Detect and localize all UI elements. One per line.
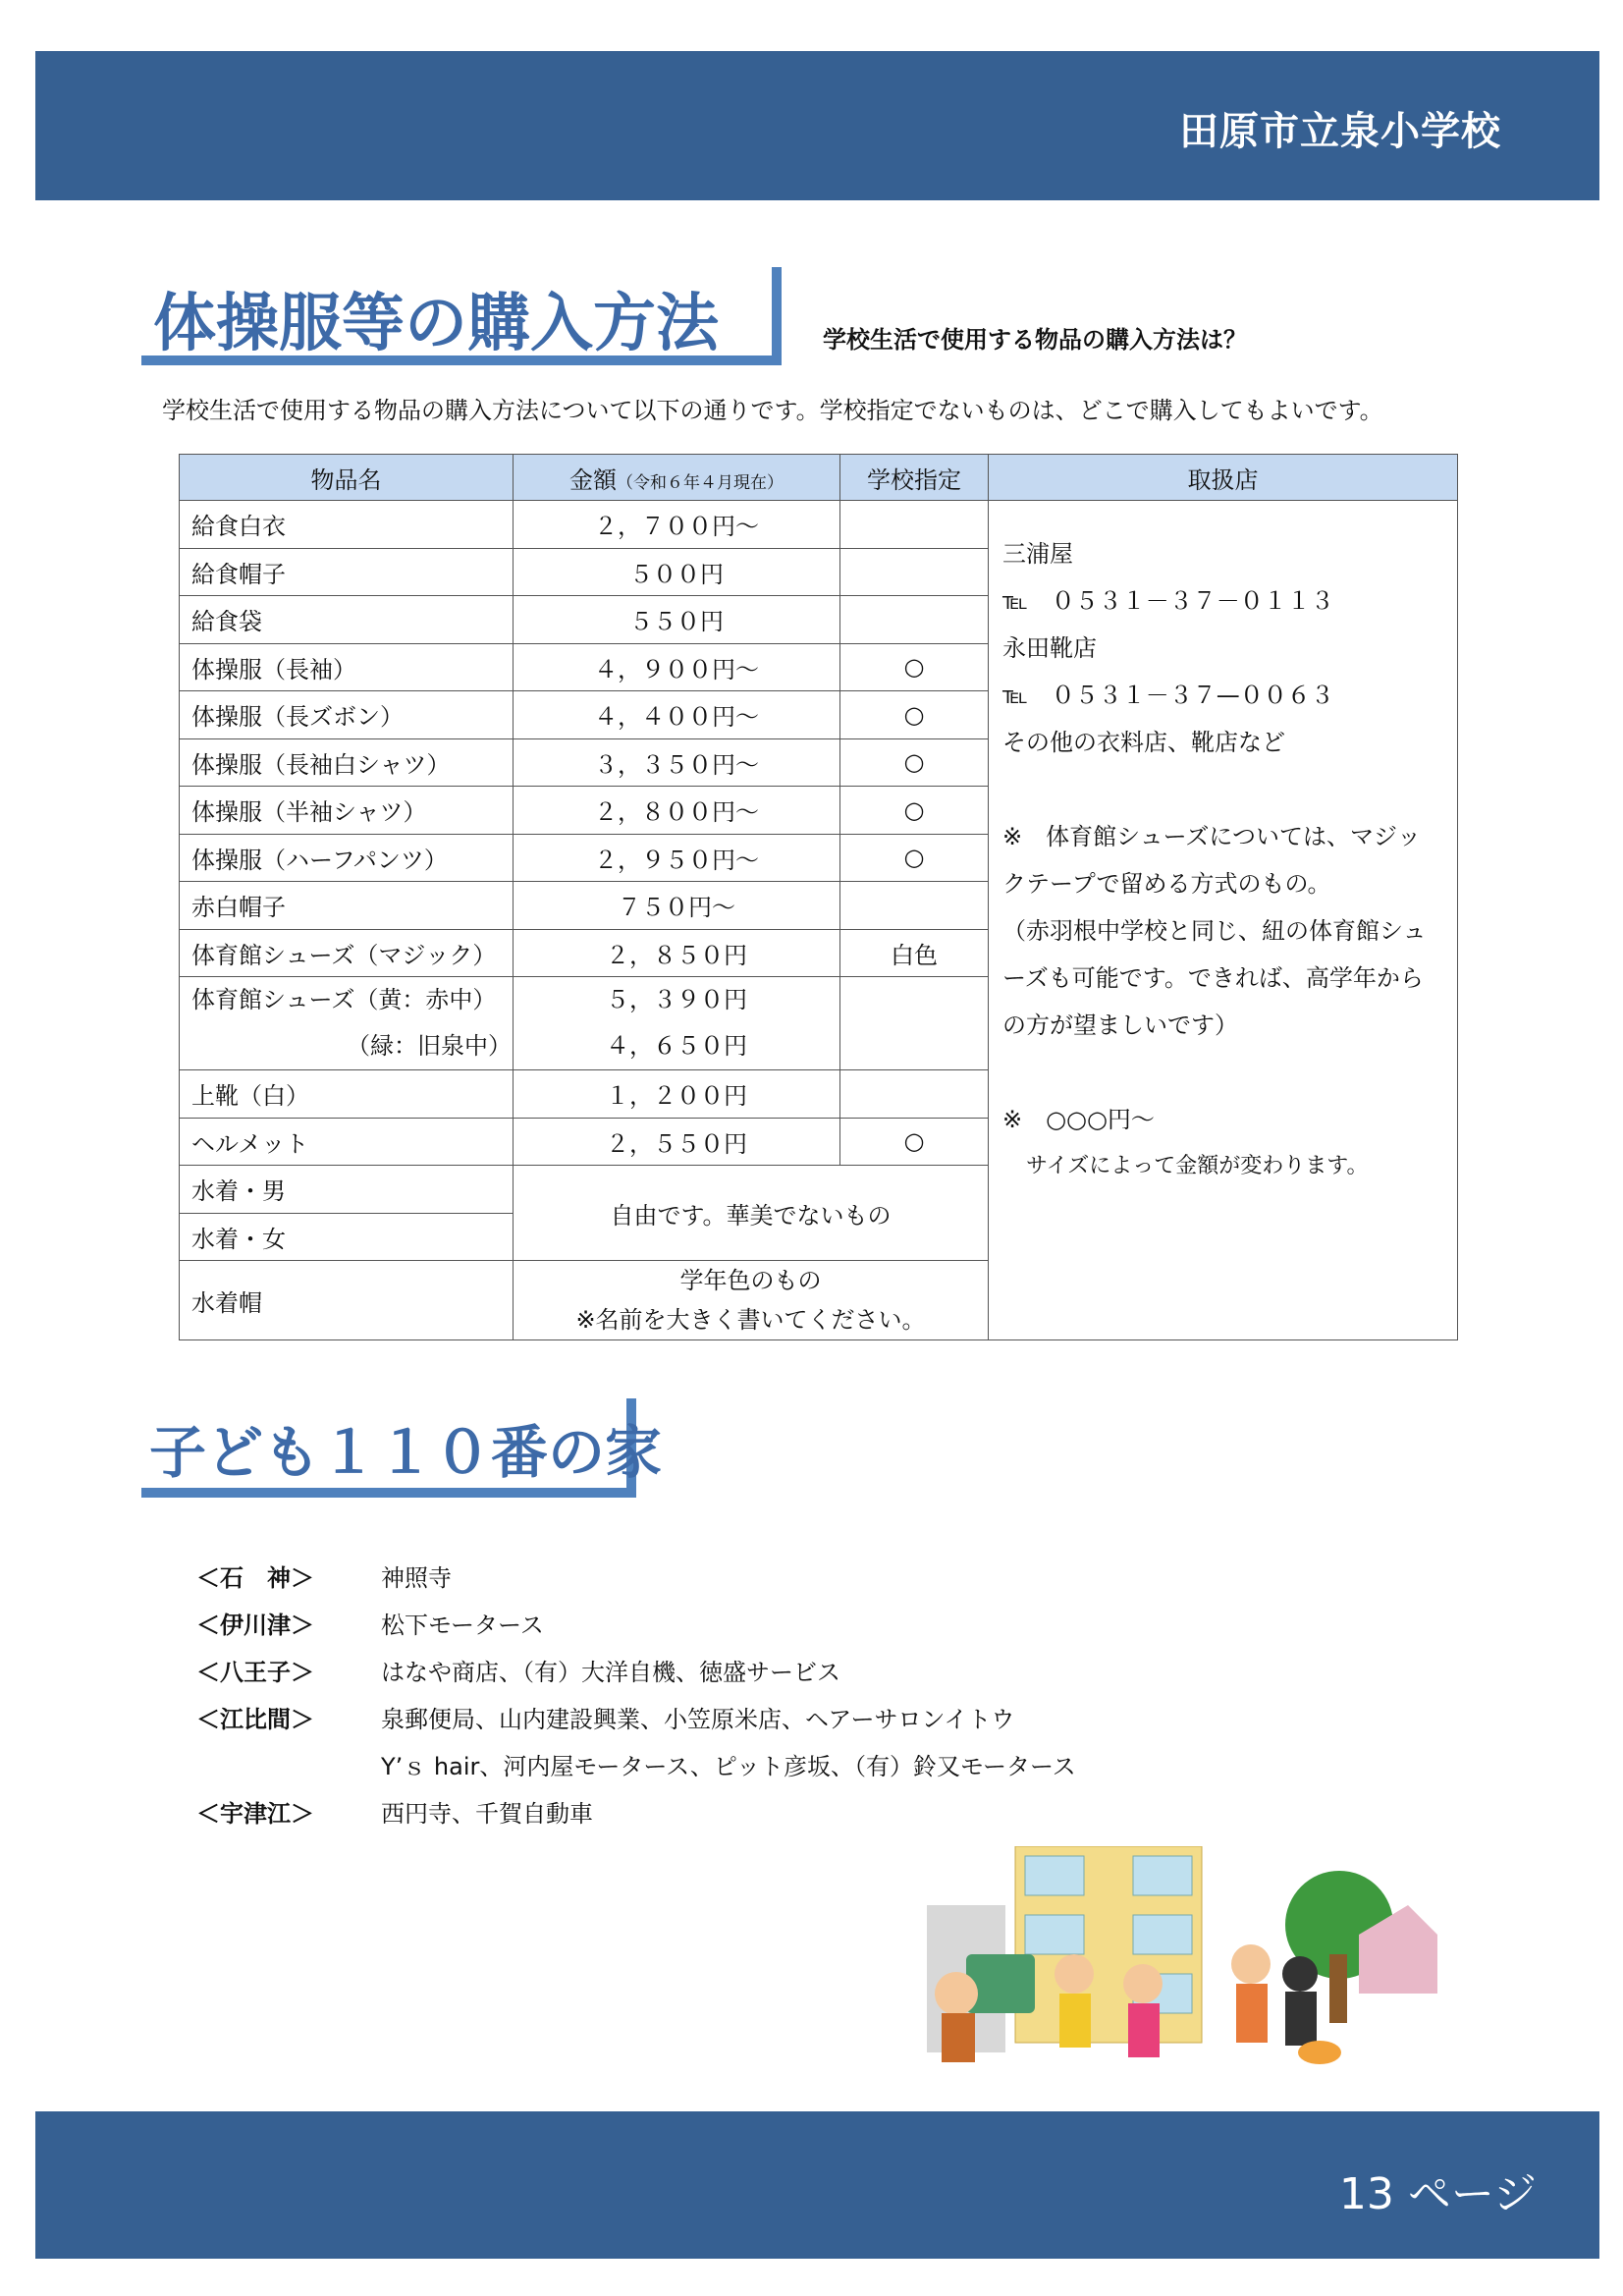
place-names: 松下モータース	[381, 1611, 544, 1639]
size-note: サイズによって金額が変わります。	[1026, 1154, 1369, 1178]
house-110-list	[196, 1552, 1076, 1834]
place-names: Y’ｓ hair、河内屋モータース、ピット彦坂、（有）鈴又モータース	[381, 1752, 1076, 1780]
item-designated	[840, 548, 989, 596]
item-designated	[840, 1070, 989, 1119]
item-name: 給食白衣	[180, 501, 514, 549]
item-name: 体操服（半袖シャツ）	[180, 787, 514, 835]
school-name: 田原市立泉小学校	[1179, 109, 1501, 154]
section-title-110	[149, 1406, 662, 1489]
shoe-item-line1: 体育館シューズ（黄：赤中）	[191, 986, 497, 1013]
item-designated: ○	[840, 691, 989, 739]
item-name: 上靴（白）	[180, 1070, 514, 1119]
place-names: はなや商店、（有）大洋自機、徳盛サービス	[381, 1658, 840, 1686]
item-price: ２，５５０円	[514, 1118, 840, 1166]
shop-line: ※ ○○○円～	[1002, 1106, 1155, 1133]
shop-line	[1002, 1049, 1443, 1096]
item-designated	[840, 882, 989, 930]
list-item	[196, 1787, 1076, 1834]
area-name: ＜八王子＞	[196, 1658, 314, 1686]
item-designated: ○	[840, 643, 989, 691]
item-name: 給食帽子	[180, 548, 514, 596]
item-name: 体操服（長袖）	[180, 643, 514, 691]
header-price	[514, 455, 840, 501]
item-name: 水着・女	[180, 1213, 514, 1261]
purchase-table	[179, 454, 1458, 1340]
area-name: ＜宇津江＞	[196, 1799, 314, 1828]
item-name	[180, 977, 514, 1070]
swim-cap-line1: 学年色のもの	[679, 1267, 822, 1294]
shop-line: クテープで留める方式のもの。	[1002, 870, 1331, 898]
item-price: ３，３５０円～	[514, 738, 840, 787]
shop-line: その他の衣料店、靴店など	[1002, 729, 1285, 756]
item-name: 体操服（長袖白シャツ）	[180, 738, 514, 787]
place-names: 神照寺	[381, 1563, 452, 1592]
item-price: ５００円	[514, 548, 840, 596]
section-title-purchase-text: 体操服等の購入方法	[153, 288, 719, 360]
header-price-label: 金額	[569, 465, 617, 494]
shoe-price-line2: ４，６５０円	[606, 1032, 747, 1060]
swim-cap-line2: ※名前を大きく書いてください。	[575, 1306, 926, 1334]
item-name: ヘルメット	[180, 1118, 514, 1166]
community-illustration	[927, 1846, 1437, 2082]
item-designated	[840, 596, 989, 644]
swim-cap-note	[514, 1261, 989, 1340]
item-price	[514, 977, 840, 1070]
area-name: ＜江比間＞	[196, 1705, 314, 1733]
list-item	[196, 1693, 1076, 1740]
shop-cell	[989, 501, 1458, 1340]
item-designated: 白色	[840, 929, 989, 977]
title-underline	[141, 1488, 636, 1498]
item-designated	[840, 501, 989, 549]
area-name: ＜伊川津＞	[196, 1611, 314, 1639]
list-item	[196, 1646, 1076, 1693]
shoe-item-line2: （緑：旧泉中）	[347, 1032, 512, 1060]
item-name: 体操服（ハーフパンツ）	[180, 834, 514, 882]
item-name: 体育館シューズ（マジック）	[180, 929, 514, 977]
item-designated: ○	[840, 834, 989, 882]
list-item	[196, 1740, 1076, 1787]
item-price: ５５０円	[514, 596, 840, 644]
shop-line: ※ 体育館シューズについては、マジッ	[1002, 823, 1421, 850]
section-intro: 学校生活で使用する物品の購入方法について以下の通りです。学校指定でないものは、どこで購入してもよいです。	[162, 397, 1383, 424]
page-number: 13 ページ	[1338, 2169, 1537, 2219]
title-bracket	[772, 267, 782, 365]
table-header-row	[180, 455, 1458, 501]
shop-line	[1002, 766, 1443, 813]
list-item	[196, 1552, 1076, 1599]
header-band	[35, 51, 1599, 200]
item-price: ２，７００円～	[514, 501, 840, 549]
section-subtitle: 学校生活で使用する物品の購入方法は？	[823, 326, 1247, 354]
header-item: 物品名	[180, 455, 514, 501]
section-title-purchase	[153, 273, 719, 363]
shop-line: ーズも可能です。できれば、高学年から	[1002, 964, 1424, 992]
shop-line: ℡ ０５３１－３７—００６３	[1002, 682, 1334, 709]
item-price: ４，４００円～	[514, 691, 840, 739]
item-name: 赤白帽子	[180, 882, 514, 930]
footer-band	[35, 2111, 1599, 2259]
header-designated: 学校指定	[840, 455, 989, 501]
header-price-note: （令和６年４月現在）	[617, 472, 784, 493]
section-title-110-text: 子ども１１０番の家	[149, 1419, 663, 1486]
list-item	[196, 1599, 1076, 1646]
shop-line: の方が望ましいです）	[1002, 1011, 1238, 1039]
item-name: 水着帽	[180, 1261, 514, 1340]
table-row	[180, 501, 1458, 549]
item-designated	[840, 977, 989, 1070]
shop-line: 永田靴店	[1002, 634, 1097, 662]
shoe-price-line1: ５，３９０円	[606, 986, 747, 1013]
item-name: 体操服（長ズボン）	[180, 691, 514, 739]
item-price: ２，８５０円	[514, 929, 840, 977]
item-designated: ○	[840, 738, 989, 787]
item-name: 水着・男	[180, 1166, 514, 1214]
swim-note: 自由です。華美でないもの	[514, 1166, 989, 1261]
item-designated: ○	[840, 787, 989, 835]
header-shop: 取扱店	[989, 455, 1458, 501]
place-names: 西円寺、千賀自動車	[381, 1799, 593, 1828]
item-designated: ○	[840, 1118, 989, 1166]
item-price: ４，９００円～	[514, 643, 840, 691]
place-names: 泉郵便局、山内建設興業、小笠原米店、ヘアーサロンイトウ	[381, 1705, 1015, 1733]
item-price: ２，９５０円～	[514, 834, 840, 882]
item-price: ７５０円～	[514, 882, 840, 930]
item-price: ２，８００円～	[514, 787, 840, 835]
item-name: 給食袋	[180, 596, 514, 644]
shop-line: ℡ ０５３１－３７－０１１３	[1002, 587, 1334, 615]
item-price: １，２００円	[514, 1070, 840, 1119]
shop-line: （赤羽根中学校と同じ、紐の体育館シュ	[1002, 917, 1427, 945]
shop-line: 三浦屋	[1002, 540, 1073, 568]
area-name: ＜石 神＞	[196, 1563, 314, 1592]
